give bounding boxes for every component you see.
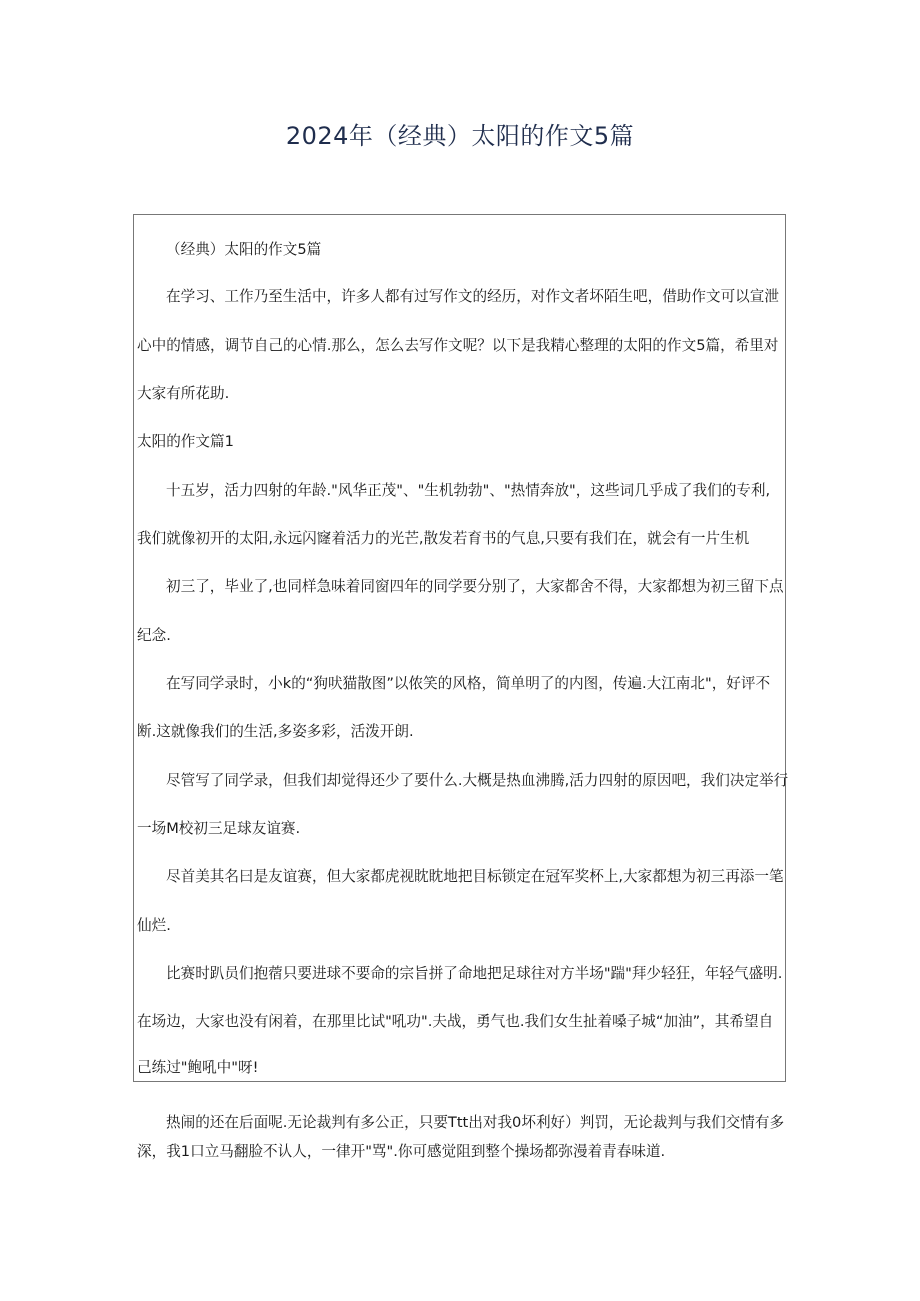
paragraph-line: 在写同学录时，小k的“狗吠猫散图”以侬笑的风格，简单明了的内图，传遍.大江南北"，好评不 — [166, 675, 771, 692]
section-heading: 太阳的作文篇1 — [137, 433, 234, 450]
paragraph-line: 心中的情感，调节自己的心情.那么，怎么去写作文呢？以下是我精心整理的太阳的作文5篇，希里对 — [137, 337, 779, 354]
paragraph-line: 尽管写了同学录，但我们却觉得还少了要什么.大概是热血沸腾,活力四射的原因吧，我们决定举行 — [166, 772, 789, 789]
paragraph-line: 断.这就像我们的生活,多姿多彩，活泼开朗. — [137, 723, 414, 740]
document-title: 2024年（经典）太阳的作文5篇 — [285, 122, 635, 150]
paragraph-line: 己练过"鲍吼中"呀! — [137, 1059, 259, 1076]
paragraph-line: 比赛时趴员们抱蓿只要进球不要命的宗旨拼了命地把足球往对方半场"踹"拜少轻狂，年轻气盛明. — [166, 965, 783, 982]
paragraph-line: 在学习、工作乃至生活中，许多人都有过写作文的经历，对作文者坏陌生吧，借助作文可以宣泄 — [166, 288, 779, 305]
paragraph-line: 初三了，毕业了,也同样急味着同窗四年的同学要分别了，大家都舍不得，大家都想为初三留下点 — [166, 578, 784, 595]
paragraph-line: 在场边，大家也没有闲着，在那里比试"吼功".夫战，勇气也.我们女生扯着嗓子城“加油”，其希望自 — [137, 1013, 774, 1030]
paragraph-line: 大家有所花助. — [137, 385, 230, 402]
box-heading: （经典）太阳的作文5篇 — [166, 241, 322, 258]
paragraph-line: 深，我1口立马翻脸不认人，一律开"骂".你可感觉阻到整个操场都弥漫着青春味道. — [137, 1143, 666, 1160]
paragraph-line: 一场M校初三足球友谊赛. — [137, 820, 301, 837]
paragraph-line: 尽首美其名曰是友谊赛，但大家都虎视眈眈地把目标锁定在冠军奖杯上,大家都想为初三再添一笔 — [166, 868, 784, 885]
paragraph-line: 仙烂. — [137, 917, 171, 934]
paragraph-line: 我们就像初开的太阳,永远闪窿着活力的光芒,散发若育书的气息,只要有我们在，就会有一片生机 — [137, 530, 750, 547]
paragraph-line: 纪念. — [137, 627, 171, 644]
paragraph-line: 热闹的还在后面呢.无论裁判有多公正，只要Ttt出对我0坏利好）判罚，无论裁判与我们交情有多 — [166, 1114, 785, 1131]
paragraph-line: 十五岁，活力四射的年龄."风华正茂"、"生机勃勃"、"热情奔放"，这些词几乎成了我们的专利, — [166, 482, 771, 499]
